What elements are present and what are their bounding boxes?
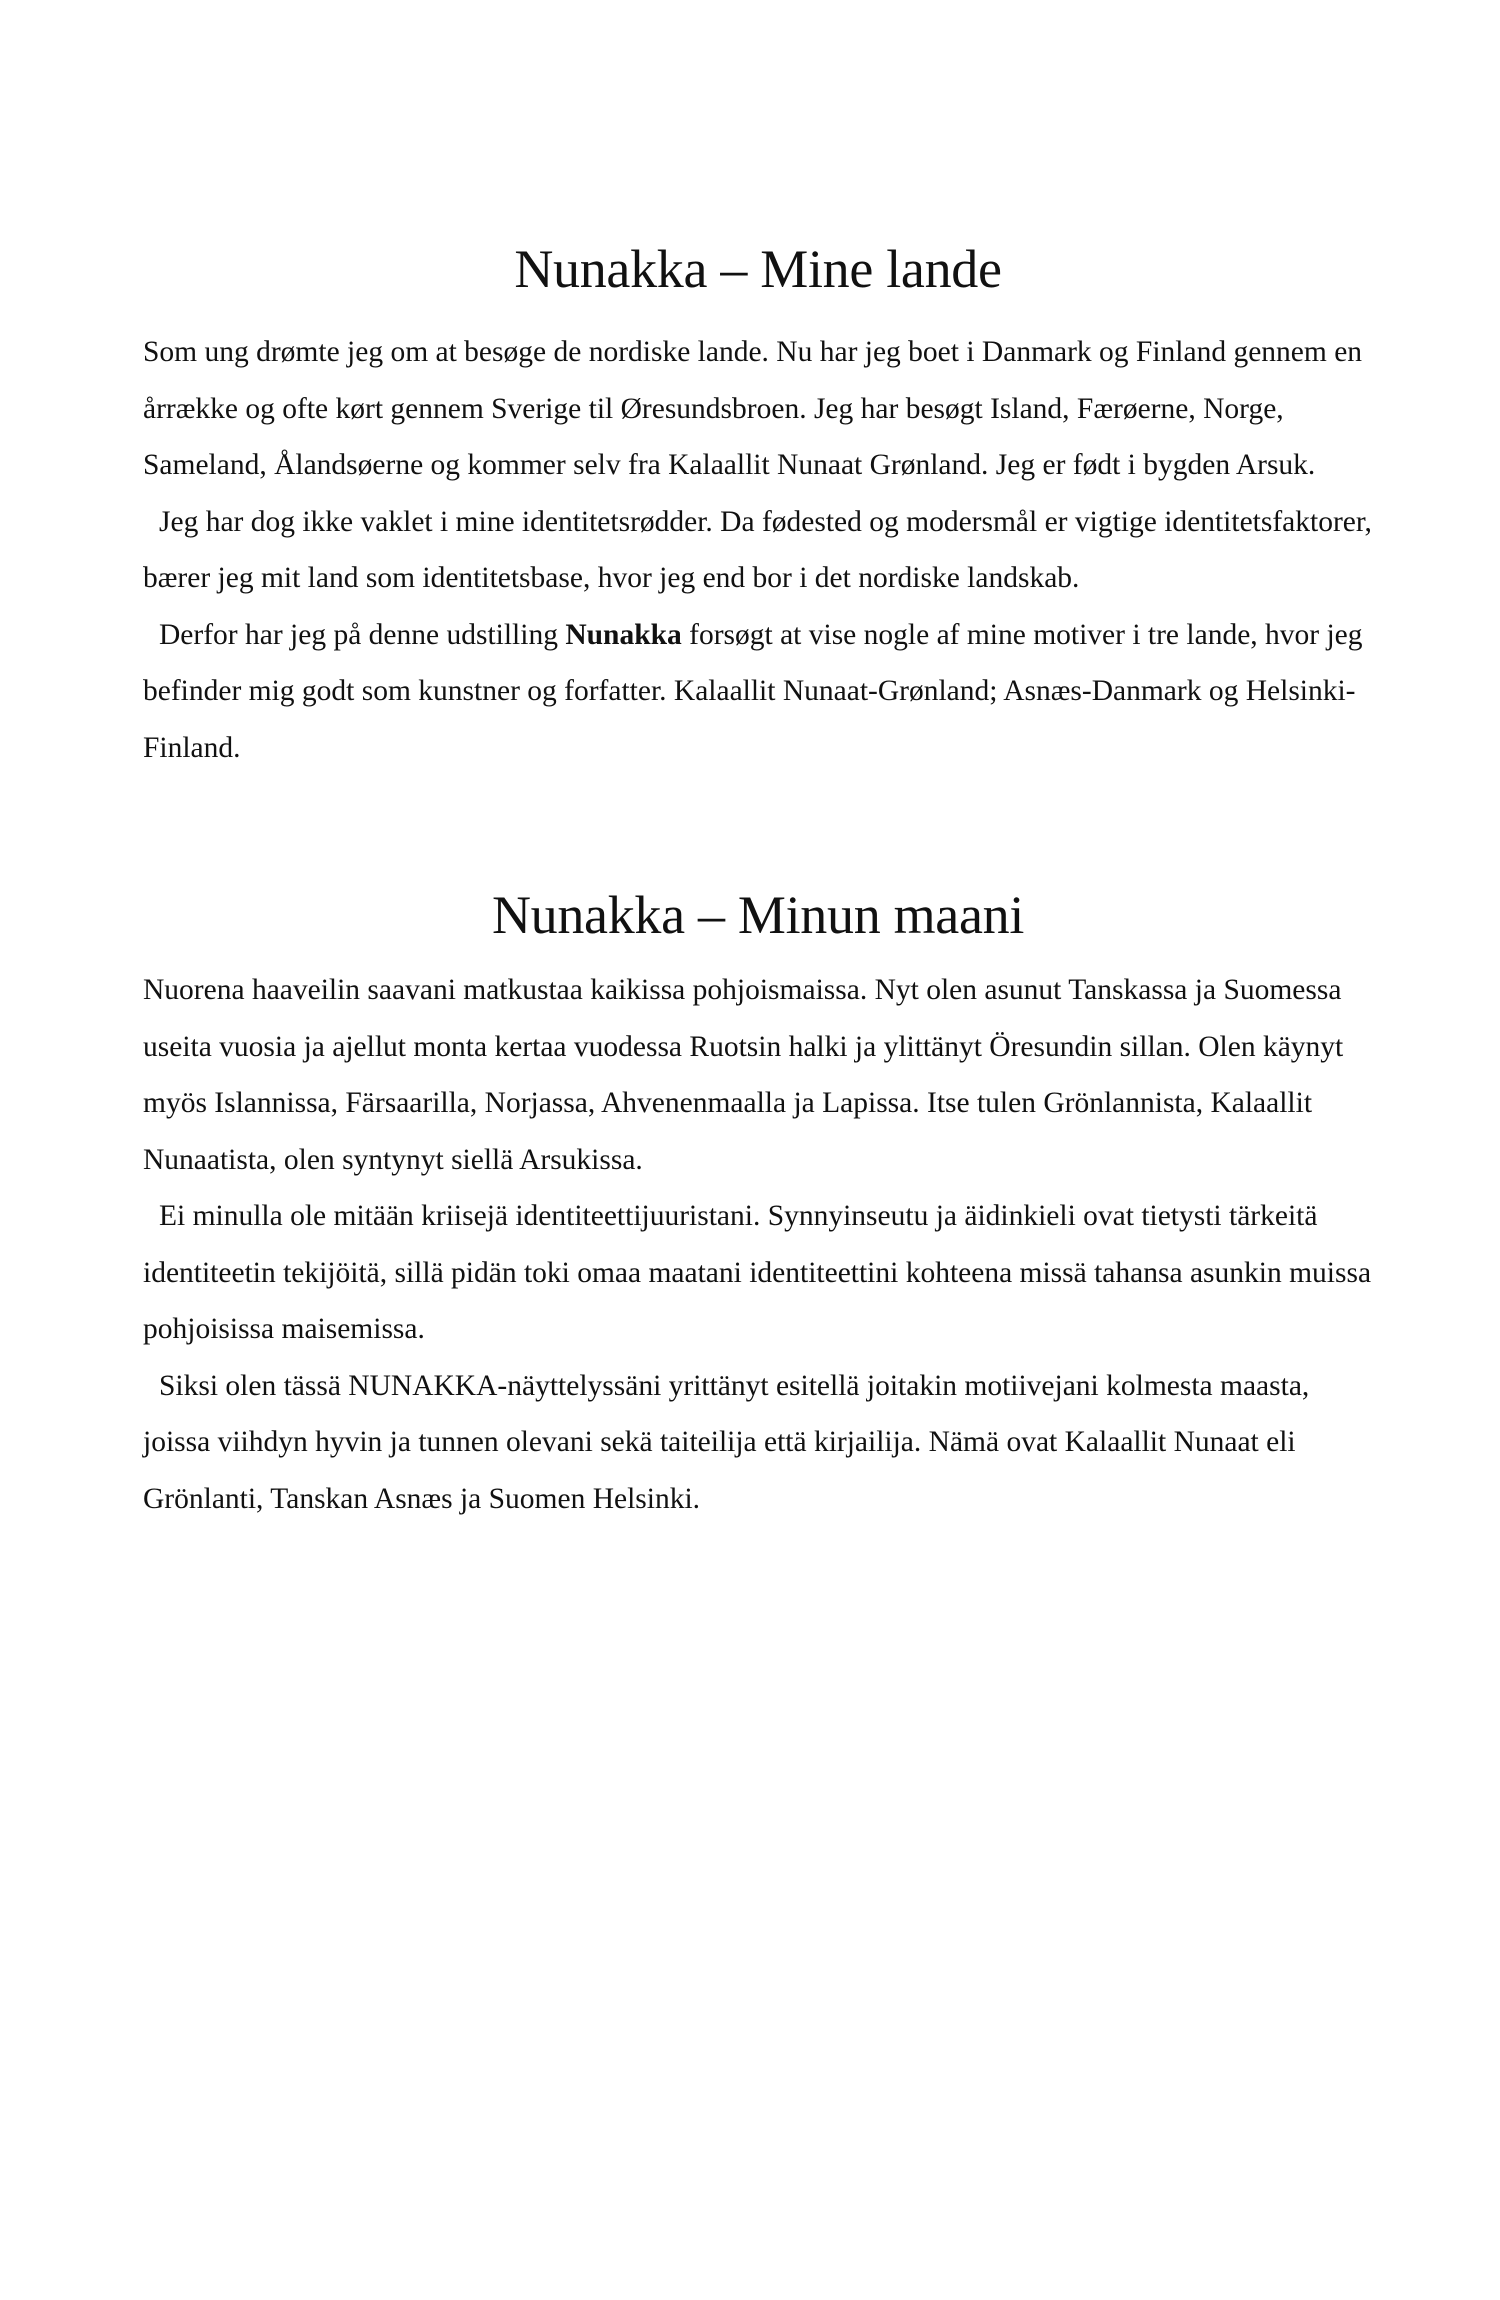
exhibition-name: Nunakka: [565, 618, 682, 651]
finnish-title: Nunakka – Minun maani: [491, 885, 1025, 945]
danish-paragraph-3-start: Derfor har jeg på denne udstilling: [159, 618, 566, 651]
danish-section: [143, 226, 1373, 776]
finnish-section: [143, 872, 1373, 1527]
danish-paragraph-3: [143, 607, 1373, 777]
finnish-paragraph-2: Ei minulla ole mitään kriisejä identiteettijuuristani. Synnyinseutu ja äidinkieli ovat tietysti tärkeitä identiteetin tekijöitä, sillä pidän toki omaa maatani identiteettini kohteena missä tahansa asunkin muissa pohjoisissa maisemissa.: [143, 1200, 1372, 1345]
danish-paragraph-3-end: forsøgt at vise nogle af mine motiver i tre lande, hvor jeg befinder mig godt som kunstner og forfatter. Kalaallit Nunaat-Grønland; Asnæs-Danmark og Helsinki-Finland.: [143, 618, 1363, 764]
danish-paragraph-1: Som ung drømte jeg om at besøge de nordiske lande. Nu har jeg boet i Danmark og Finland gennem en årrække og ofte kørt gennem Sverige til Øresundsbroen. Jeg har besøgt Island, Færøerne, Norge, Sameland, Ålandsøerne og kommer selv fra Kalaallit Nunaat Grønland. Jeg er født i bygden Arsuk.: [143, 336, 1363, 481]
danish-paragraph-2: Jeg har dog ikke vaklet i mine identitetsrødder. Da fødested og modersmål er vigtige identitetsfaktorer, bærer jeg mit land som identitetsbase, hvor jeg end bor i det nordiske landskab.: [143, 505, 1372, 594]
finnish-paragraph-3: Siksi olen tässä NUNAKKA-näyttelyssäni yrittänyt esitellä joitakin motiivejani kolmesta maasta, joissa viihdyn hyvin ja tunnen olevani sekä taiteilija että kirjailija. Nämä ovat Kalaallit Nunaat eli Grönlanti, Tanskan Asnæs ja Suomen Helsinki.: [143, 1369, 1310, 1515]
danish-title: Nunakka – Mine lande: [514, 239, 1002, 299]
finnish-paragraph-1: Nuorena haaveilin saavani matkustaa kaikissa pohjoismaissa. Nyt olen asunut Tanskassa ja Suomessa useita vuosia ja ajellut monta kertaa vuodessa Ruotsin halki ja ylittänyt Öresundin sillan. Olen käynyt myös Islannissa, Färsaarilla, Norjassa, Ahvenenmaalla ja Lapissa. Itse tulen Grönlannista, Kalaallit Nunaatista, olen syntynyt siellä Arsukissa.: [143, 974, 1344, 1176]
